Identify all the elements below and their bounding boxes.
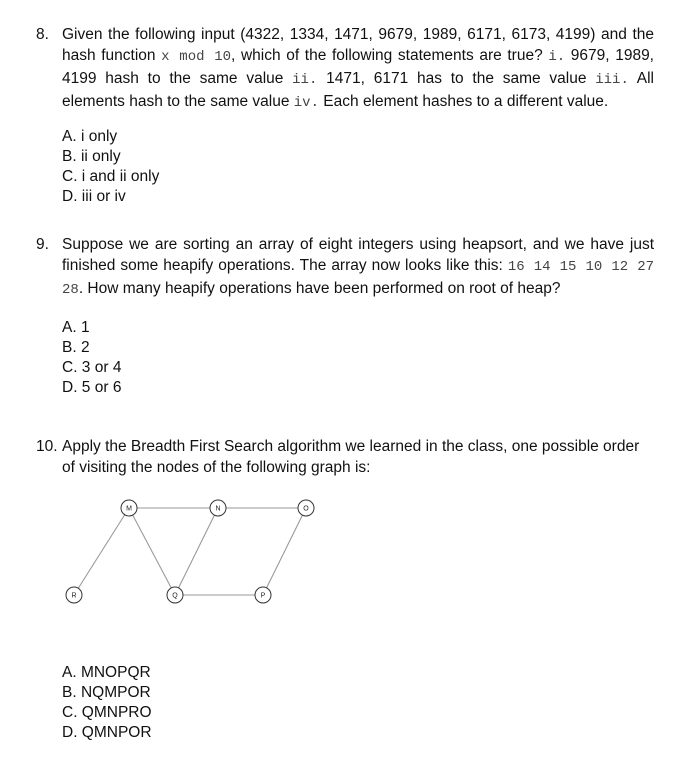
question-number: 9. [36,236,49,253]
option-c[interactable]: C. i and ii only [62,168,160,185]
question-text [62,436,654,478]
graph-node-label: Q [172,592,178,600]
graph-edge-n-q [179,515,215,588]
text-part: Apply the Breadth First Search algorithm we learned in the class, one possible order of visiting the nodes of the following graph is: [62,438,640,476]
question-number: 8. [36,26,49,43]
statement-marker-iv: iv. [293,95,319,111]
option-a[interactable]: A. i only [62,128,118,145]
graph-edge-o-p [267,515,303,588]
question-text [62,24,654,114]
statement-marker-i: i. [548,49,566,65]
graph-node-label: M [126,505,132,513]
option-d[interactable]: D. 5 or 6 [62,379,122,396]
option-a[interactable]: A. MNOPQR [62,664,151,681]
option-c[interactable]: C. QMNPRO [62,704,152,721]
option-d[interactable]: D. iii or iv [62,188,126,205]
option-d[interactable]: D. QMNPOR [62,724,152,741]
question-text [62,234,654,301]
question-8-options [62,127,159,207]
bfs-graph [60,490,330,615]
question-8 [36,24,654,114]
graph-node-label: P [260,592,266,600]
hash-function-code: x mod 10 [161,49,232,65]
question-9 [36,234,654,301]
question-9-options [62,318,121,398]
graph-node-o [298,500,314,516]
option-b[interactable]: B. NQMPOR [62,684,151,701]
text-part: Given the following input (4322, 1334, 1471, 9679, 1989, 6171, 6173, 4199) and the hash function [62,26,654,64]
graph-node-m [121,500,137,516]
graph-node-label: N [215,505,221,513]
graph-edge-m-q [133,515,172,588]
text-part: Each element hashes to a different value. [319,93,609,110]
text-part: . How many heapify operations have been performed on root of heap? [78,280,561,297]
graph-node-label: R [71,592,77,600]
option-b[interactable]: B. 2 [62,339,90,356]
text-part: Suppose we are sorting an array of eight integers using heapsort, and we have just finished some heapify operations. The array now looks like this: [62,236,654,274]
graph-node-label: O [303,505,309,513]
text-part: 9679, 1989, 4199 hash to the same value [62,47,654,87]
question-10 [36,436,654,478]
graph-edge-m-r [78,515,124,588]
graph-node-q [167,587,183,603]
text-part: 1471, 6171 has to the same value [317,70,596,87]
option-c[interactable]: C. 3 or 4 [62,359,122,376]
array-code: 16 14 15 10 12 27 28 [62,259,655,298]
text-part: All elements hash to the same value [62,70,654,110]
graph-node-r [66,587,82,603]
option-b[interactable]: B. ii only [62,148,121,165]
text-part: , which of the following statements are true? [231,47,549,64]
question-number: 10. [36,438,58,455]
option-a[interactable]: A. 1 [62,319,90,336]
graph-node-n [210,500,226,516]
statement-marker-ii: ii. [292,72,318,88]
statement-marker-iii: iii. [595,72,629,88]
graph-node-p [255,587,271,603]
question-10-options [62,663,152,743]
